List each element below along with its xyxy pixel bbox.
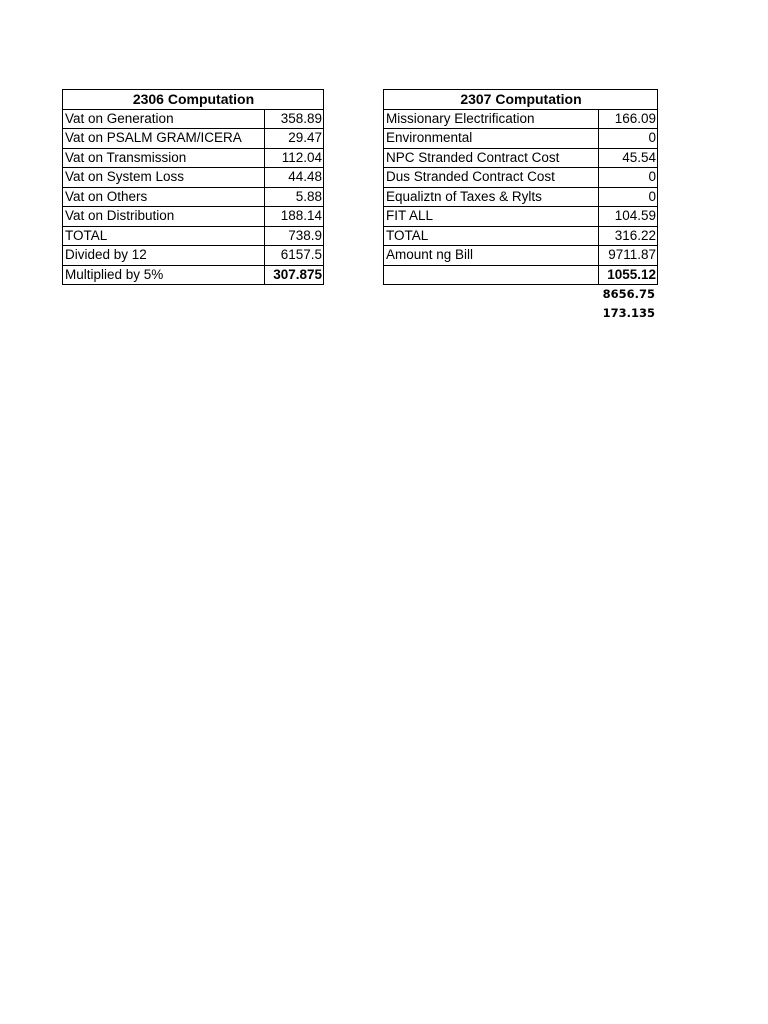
row-label: Vat on Distribution [63,207,265,227]
row-value: 45.54 [599,148,658,168]
row-label: Vat on PSALM GRAM/ICERA [63,129,265,149]
row-value: 6157.5 [265,246,324,266]
row-value: 316.22 [599,226,658,246]
row-label: Vat on Others [63,187,265,207]
table-2306-title: 2306 Computation [63,90,324,110]
row-value: 0 [599,129,658,149]
row-label: Vat on Transmission [63,148,265,168]
row-value: 358.89 [265,109,324,129]
row-value: 0 [599,168,658,188]
row-value: 307.875 [265,265,324,285]
table-row [63,246,324,266]
row-label: Environmental [384,129,599,149]
table-row [384,129,658,149]
row-value: 0 [599,187,658,207]
row-value: 44.48 [265,168,324,188]
row-label: Amount ng Bill [384,246,599,266]
row-label: Multiplied by 5% [63,265,265,285]
table-row [384,246,658,266]
row-label: Equaliztn of Taxes & Rylts [384,187,599,207]
table-row [63,207,324,227]
table-row [384,109,658,129]
row-value: 29.47 [265,129,324,149]
row-value: 166.09 [599,109,658,129]
table-row [384,226,658,246]
row-label: Vat on Generation [63,109,265,129]
extra-value: 173.135 [602,306,655,320]
table-row [384,207,658,227]
row-value: 1055.12 [599,265,658,285]
table-2307-title: 2307 Computation [384,90,658,110]
table-row [384,168,658,188]
row-label: TOTAL [384,226,599,246]
table-row [63,109,324,129]
row-label: Dus Stranded Contract Cost [384,168,599,188]
table-row [384,148,658,168]
row-label: TOTAL [63,226,265,246]
row-label: FIT ALL [384,207,599,227]
table-row [63,265,324,285]
table-row [63,129,324,149]
row-value: 188.14 [265,207,324,227]
row-value: 738.9 [265,226,324,246]
extra-value: 8656.75 [602,287,655,301]
table-row [384,265,658,285]
row-label: Vat on System Loss [63,168,265,188]
table-row [63,148,324,168]
computation-2306-table [62,89,324,285]
row-value: 9711.87 [599,246,658,266]
row-label: Divided by 12 [63,246,265,266]
computation-2307-table [383,89,658,285]
row-label: Missionary Electrification [384,109,599,129]
row-label [384,265,599,285]
row-value: 104.59 [599,207,658,227]
table-row [63,226,324,246]
table-row [63,168,324,188]
table-row [63,187,324,207]
row-value: 5.88 [265,187,324,207]
table-row [384,187,658,207]
row-value: 112.04 [265,148,324,168]
row-label: NPC Stranded Contract Cost [384,148,599,168]
